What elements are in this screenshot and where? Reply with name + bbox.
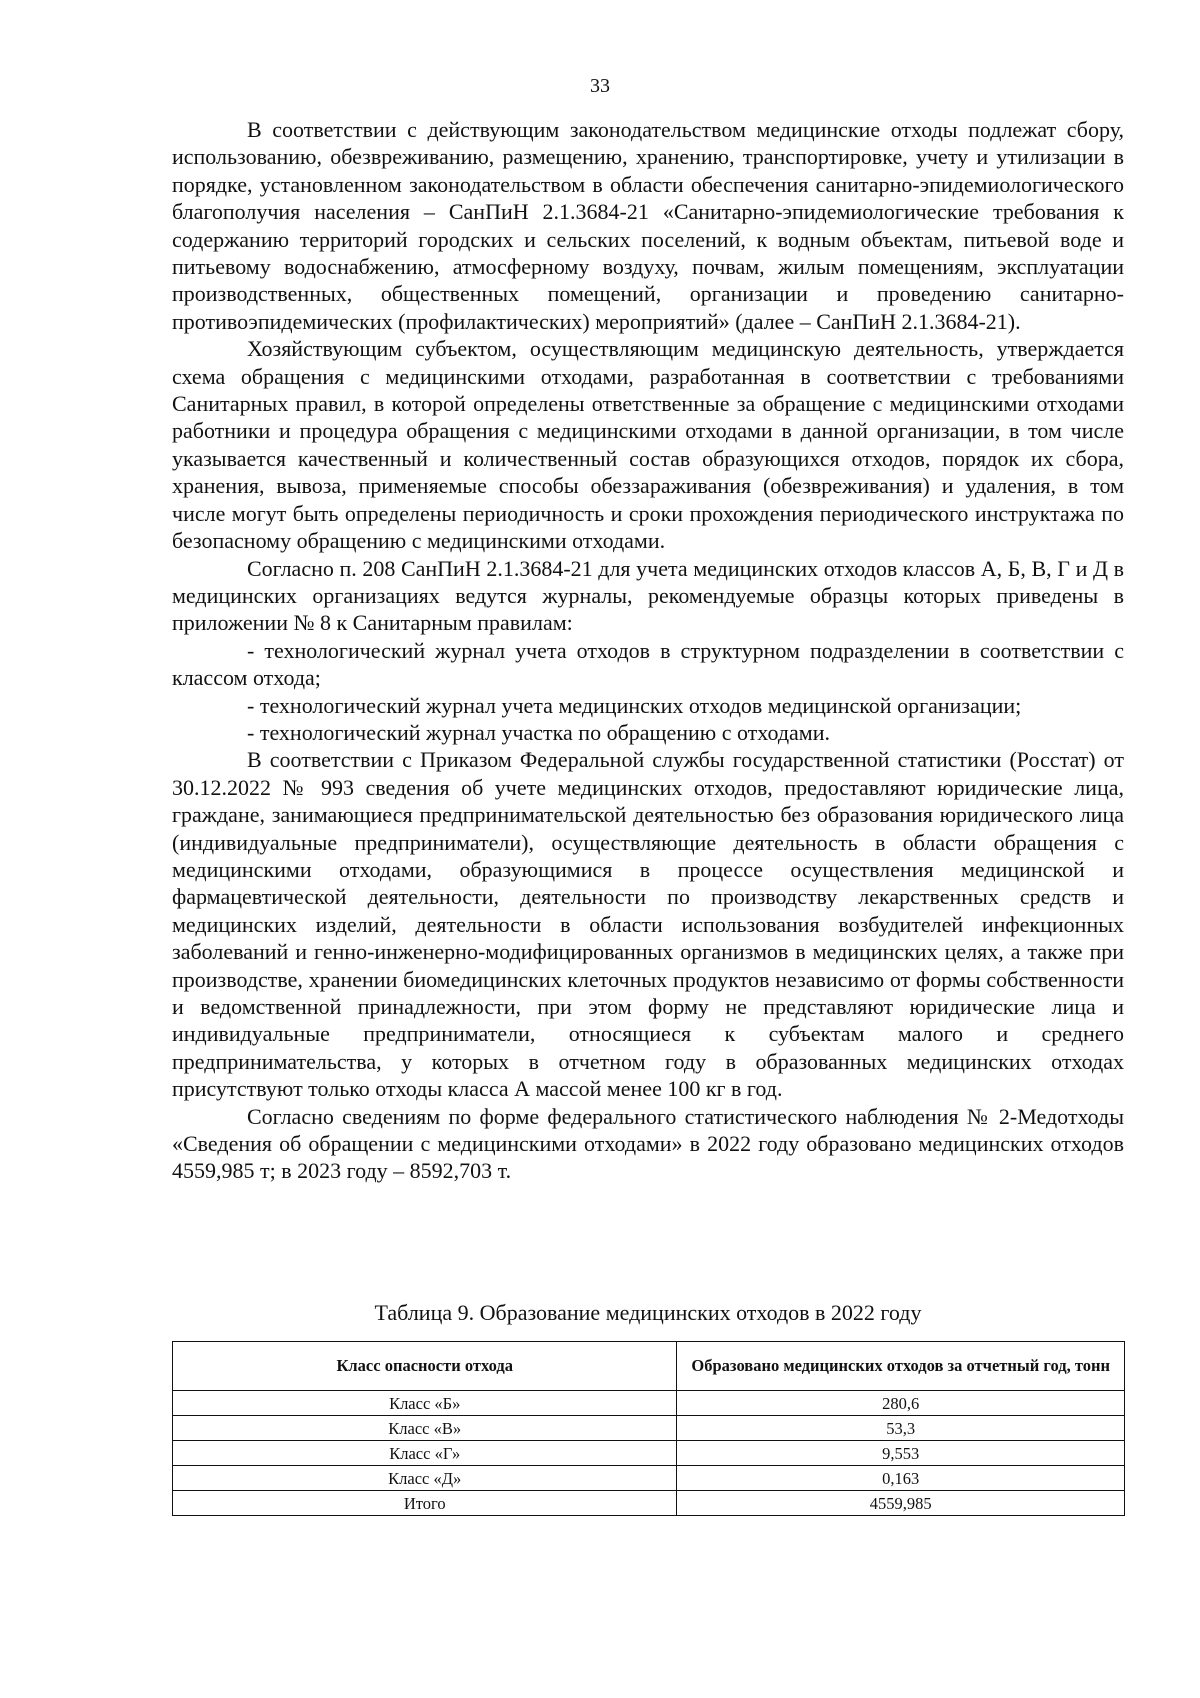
cell-amount: 280,6	[677, 1391, 1125, 1416]
cell-class: Класс «В»	[173, 1416, 677, 1441]
cell-class: Класс «Д»	[173, 1466, 677, 1491]
cell-amount: 0,163	[677, 1466, 1125, 1491]
table-row-total	[173, 1491, 1125, 1516]
column-header-hazard-class: Класс опасности отхода	[173, 1342, 677, 1391]
paragraph-waste-scheme: Хозяйствующим субъектом, осуществляющим медицинскую деятельность, утверждается схема обращения с медицинскими отходами, разработанная в соответствии с требованиями Санитарных правил, в которой определены ответственные за обращение с медицинскими отходами работники и процедура обращения с медицинскими отходами в данной организации, в том числе указывается качественный и количественный состав образующихся отходов, порядок их сбора, хранения, вывоза, применяемые способы обеззараживания (обезвреживания) и удаления, в том числе могут быть определены периодичность и сроки прохождения периодического инструктажа по безопасному обращению с медицинскими отходами.	[172, 336, 1124, 554]
table-row	[173, 1391, 1125, 1416]
column-header-amount: Образовано медицинских отходов за отчетный год, тонн	[677, 1342, 1125, 1391]
cell-class: Класс «Г»	[173, 1441, 677, 1466]
table-caption: Таблица 9. Образование медицинских отходов в 2022 году	[374, 1300, 922, 1325]
list-item-journal-site: - технологический журнал участка по обращению с отходами.	[247, 719, 830, 745]
table-row	[173, 1416, 1125, 1441]
list-item-journal-division: - технологический журнал учета отходов в структурном подразделении в соответствии с классом отхода;	[172, 637, 1124, 691]
table-row	[173, 1441, 1125, 1466]
table-row	[173, 1466, 1125, 1491]
paragraph-journals-intro: Согласно п. 208 СанПиН 2.1.3684-21 для учета медицинских отходов классов А, Б, В, Г и Д в медицинских организациях ведутся журналы, рекомендуемые образцы которых приведены в приложении № 8 к Санитарным правилам:	[172, 555, 1124, 636]
waste-table	[172, 1341, 1125, 1516]
list-item-journal-organization: - технологический журнал учета медицинских отходов медицинской организации;	[247, 692, 1022, 718]
body-text	[172, 116, 1124, 1185]
paragraph-rosstat-order: В соответствии с Приказом Федеральной службы государственной статистики (Росстат) от 30.12.2022 № 993 сведения об учете медицинских отходов, предоставляют юридические лица, граждане, занимающиеся предпринимательской деятельностью без образования юридического лица (индивидуальные предприниматели), осуществляющие деятельность в области обращения с медицинскими отходами, образующимися в процессе осуществления медицинской и фармацевтической деятельности, деятельности по производству лекарственных средств и медицинских изделий, деятельности в области использования возбудителей инфекционных заболеваний и генно-инженерно-модифицированных организмов в медицинских целях, а также при производстве, хранении биомедицинских клеточных продуктов независимо от формы собственности и ведомственной принадлежности, при этом форму не представляют юридические лица и индивидуальные предприниматели, относящиеся к субъектам малого и среднего предпринимательства, у которых в отчетном году в образованных медицинских отходах присутствуют только отходы класса А массой менее 100 кг в год.	[172, 747, 1124, 1102]
cell-class: Класс «Б»	[173, 1391, 677, 1416]
page-number: 33	[590, 75, 610, 97]
cell-total-label: Итого	[173, 1491, 677, 1516]
cell-amount: 53,3	[677, 1416, 1125, 1441]
paragraph-statistics: Согласно сведениям по форме федерального статистического наблюдения № 2-Медотходы «Сведения об обращении с медицинскими отходами» в 2022 году образовано медицинских отходов 4559,985 т; в 2023 году – 8592,703 т.	[172, 1103, 1124, 1184]
cell-amount: 9,553	[677, 1441, 1125, 1466]
cell-total-amount: 4559,985	[677, 1491, 1125, 1516]
table-header-row	[173, 1342, 1125, 1391]
paragraph-legislation: В соответствии с действующим законодательством медицинские отходы подлежат сбору, использованию, обезвреживанию, размещению, хранению, транспортировке, учету и утилизации в порядке, установленном законодательством в области обеспечения санитарно-эпидемиологического благополучия населения – СанПиН 2.1.3684-21 «Санитарно-эпидемиологические требования к содержанию территорий городских и сельских поселений, к водным объектам, питьевой воде и питьевому водоснабжению, атмосферному воздуху, почвам, жилым помещениям, эксплуатации производственных, общественных помещений, организации и проведению санитарно-противоэпидемических (профилактических) мероприятий» (далее – СанПиН 2.1.3684-21).	[172, 117, 1124, 334]
